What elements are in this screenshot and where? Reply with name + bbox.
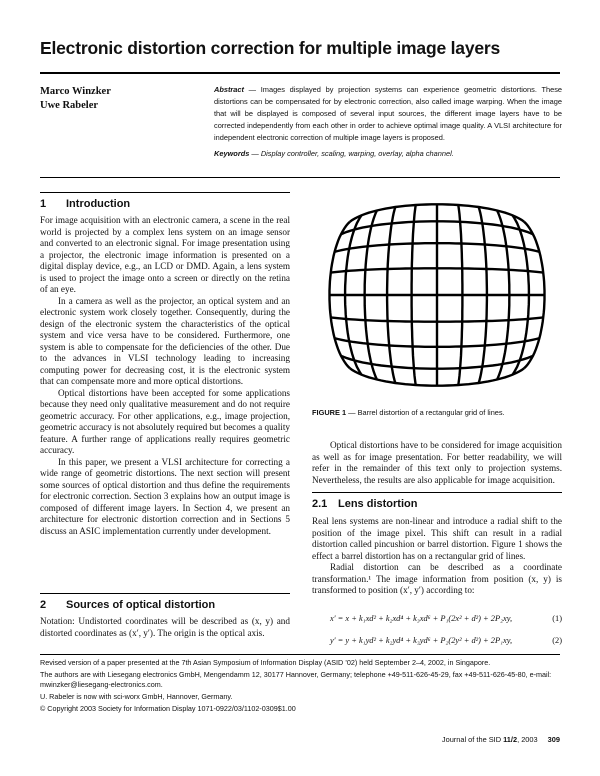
lens-body <box>312 516 562 597</box>
intro-heading <box>40 198 130 210</box>
figure-1-caption-text: — Barrel distortion of a rectangular grid of lines. <box>346 408 505 417</box>
sources-rule <box>40 593 290 594</box>
equation-1-number: (1) <box>552 614 562 623</box>
footnote-1: Revised version of a paper presented at the 7th Asian Symposium of Information Display (ASID ’02) held September 2–4, 2002, in Singapore. <box>40 658 491 667</box>
figure-1-grid <box>312 190 562 400</box>
keywords-text: — Display controller, scaling, warping, overlay, alpha channel. <box>249 149 454 158</box>
sources-number: 2 <box>40 599 47 611</box>
lens-paragraph-2: Radial distortion can be described as a coordinate transformation.¹ The image information from position (x, y) is transformed to position (x′, y′) according to: <box>312 562 562 595</box>
figure-1-caption <box>312 408 562 417</box>
intro-paragraph-4: In this paper, we present a VLSI architecture for correcting a wide range of geometric distortions. The next section will present some sources of optical distortion and thus define the requirements for electronic correction. Section 3 explains how an output image is composed of different image layers. In Section 4, we present an architecture for electronic distortion correction and in Sections 5 discuss an ASIC implementation currently under development. <box>40 456 290 536</box>
footer-page-number: 309 <box>547 735 560 744</box>
equation-2-number: (2) <box>552 636 562 645</box>
footer-volume: 11/2 <box>503 735 518 744</box>
sources-paragraph: Notation: Undistorted coordinates will be described as (x, y) and distorted coordinates as (x′, y′). The origin is the optical axis. <box>40 616 290 638</box>
intro-paragraph-3: Optical distortions have been accepted for some applications because they need only qualitative measurement and do not require geometric accuracy. For other applications, e.g., image projection, geometric accuracy is not absolutely required but becomes a quality feature. A further range of applications really requires geometric accuracy. <box>40 387 290 455</box>
author-1: Marco Winzker <box>40 86 111 97</box>
footnote-4: © Copyright 2003 Society for Information Display 1071-0922/03/1102-0309$1.00 <box>40 704 296 713</box>
footnote-2: The authors are with Liesegang electronics GmbH, Mengendamm 12, 30177 Hannover, Germany; telephone +49-511-626-45-29, fax +49-511-626-45-80, e-mail: mwinzker@liesegang-electronics.com. <box>40 670 552 690</box>
author-2: Uwe Rabeler <box>40 100 99 111</box>
intro-body <box>40 215 290 537</box>
footer-year: , 2003 <box>517 735 538 744</box>
intro-rule <box>40 192 290 193</box>
intro-paragraph-2: In a camera as well as the projector, an optical system and an electronic system work closely together. Consequently, during the design of the electronic system the characteristics of the optical system and vice versa have to be considered. Furthermore, one system is able to compensate for the deficiencies of the other. Due to the advances in VLSI technology leading to increasing computing power for decreasing cost, it is the electronic system that can compensate more and more optical distortions. <box>40 295 290 386</box>
lens-paragraph-1: Real lens systems are non-linear and introduce a radial shift to the position of the image pixel. This shift can result in a radial distortion called pincushion or barrel distortion. Figure 1 shows the effect a barrel distortion has on a rectangular grid of lines. <box>312 516 562 561</box>
right-intro-body <box>312 440 562 486</box>
equation-2-body: y′ = y + k₁yd² + k₂yd⁴ + k₃yd⁶ + P₂(2y² + d²) + 2P₁xy, <box>330 636 513 645</box>
footer-journal: Journal of the SID <box>441 735 504 744</box>
keywords-label: Keywords <box>214 149 250 158</box>
figure-1-label: FIGURE 1 <box>312 408 347 417</box>
footnote-rule <box>40 654 560 655</box>
sources-heading <box>40 599 215 611</box>
intro-title: Introduction <box>66 198 131 210</box>
title-rule <box>40 72 560 74</box>
intro-paragraph-1: For image acquisition with an electronic camera, a scene in the real world is projected by a complex lens system on an image sensor and converted to an electronic signal. For image presentation using a projector, the electronic image information is presented on a digital display device, e.g., an LCD or DMD. Again, a lens system is used to project the image onto a screen or directly on the retina of an eye. <box>40 215 290 294</box>
abstract-text: — Images displayed by projection systems can experience geometric distortions. These distortions can be compensated for by electronic correction, also called image warping. When the image that will be displayed is composed of several input sources, the different image layers have to be corrected independently from each other in order to achieve optimal image quality. A VLSI architecture for independent electronic correction of multiple image layers is proposed. <box>214 85 562 142</box>
lens-number: 2.1 <box>312 498 328 510</box>
lens-heading <box>312 498 417 510</box>
intro-number: 1 <box>40 198 47 210</box>
equation-1-body: x′ = x + k₁xd² + k₂xd⁴ + k₃xd⁶ + P₁(2x² + d²) + 2P₂xy, <box>330 614 513 623</box>
abstract-label: Abstract <box>214 85 244 94</box>
header-rule <box>40 177 560 178</box>
sources-title: Sources of optical distortion <box>66 599 216 611</box>
keywords <box>214 148 562 160</box>
lens-rule <box>312 492 562 493</box>
sources-body <box>40 616 290 639</box>
page-footer <box>442 735 560 744</box>
footnote-3: U. Rabeler is now with sci-worx GmbH, Hannover, Germany. <box>40 692 233 701</box>
paper-title: Electronic distortion correction for multiple image layers <box>40 38 501 58</box>
abstract <box>214 84 562 144</box>
right-intro-paragraph: Optical distortions have to be considered for image acquisition as well as for image presentation. For better readability, we will refer in the remainder of this text only to projection systems. Nevertheless, the results are also applicable for image acquisition. <box>312 440 562 485</box>
lens-title: Lens distortion <box>338 498 418 510</box>
